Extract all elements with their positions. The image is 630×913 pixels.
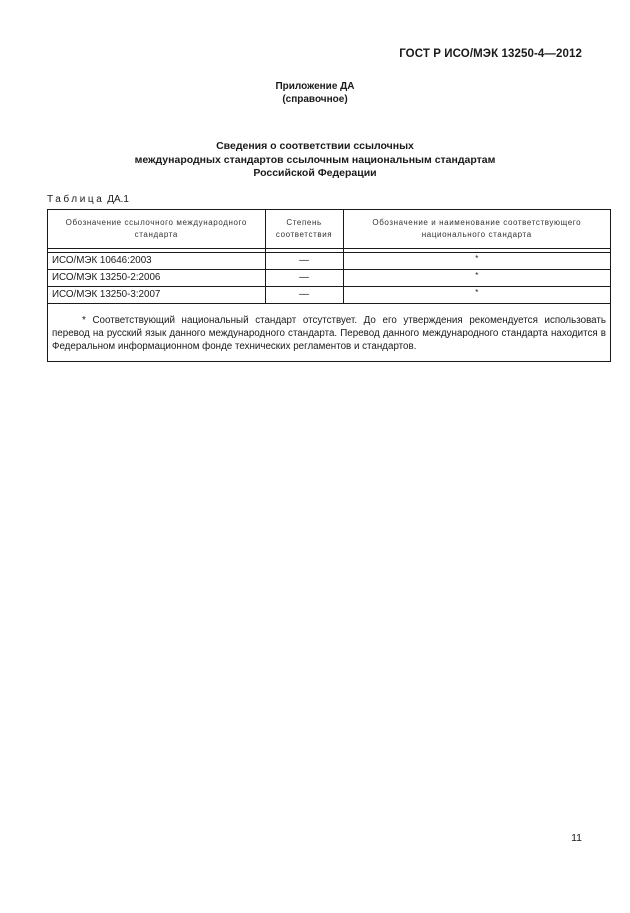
section-title-line-3: Российской Федерации — [253, 167, 377, 179]
cell-standard: ИСО/МЭК 13250-2:2006 — [48, 270, 266, 287]
cell-national: * — [343, 287, 610, 304]
table-row — [48, 253, 611, 270]
column-header-standard: Обозначение ссылочного международного стандарта — [48, 210, 266, 249]
table-footnote-row — [48, 304, 611, 362]
cell-national: * — [343, 253, 610, 270]
appendix-title: Приложение ДА — [275, 81, 355, 92]
table-row — [48, 287, 611, 304]
appendix-heading — [0, 80, 630, 106]
page-number: 11 — [571, 832, 582, 844]
cell-national: * — [343, 270, 610, 287]
cell-degree: — — [265, 287, 343, 304]
table-footnote-cell — [48, 304, 611, 362]
cell-standard: ИСО/МЭК 13250-3:2007 — [48, 287, 266, 304]
cell-degree: — — [265, 253, 343, 270]
table-caption-word: Таблица — [47, 194, 105, 205]
section-title — [0, 140, 630, 181]
column-header-national: Обозначение и наименование соответствующего национального стандарта — [343, 210, 610, 249]
cell-standard: ИСО/МЭК 10646:2003 — [48, 253, 266, 270]
table-header-row — [48, 210, 611, 249]
cell-degree: — — [265, 270, 343, 287]
section-title-line-1: Сведения о соответствии ссылочных — [216, 140, 414, 152]
table-caption-number: ДА.1 — [107, 194, 129, 205]
document-code: ГОСТ Р ИСО/МЭК 13250-4—2012 — [399, 48, 582, 60]
correspondence-table — [47, 209, 611, 362]
table-row — [48, 270, 611, 287]
table-caption — [47, 194, 129, 205]
table-footnote: * Соответствующий национальный стандарт отсутствует. До его утверждения рекомендуется использовать перевод на русский язык данного международного стандарта. Перевод данного международного стандарта находится в Федеральном информационном фонде технических регламентов и стандартов. — [52, 315, 606, 352]
section-title-line-2: международных стандартов ссылочным национальным стандартам — [134, 153, 496, 166]
appendix-subtitle: (справочное) — [282, 94, 348, 105]
column-header-degree: Степень соответствия — [265, 210, 343, 249]
